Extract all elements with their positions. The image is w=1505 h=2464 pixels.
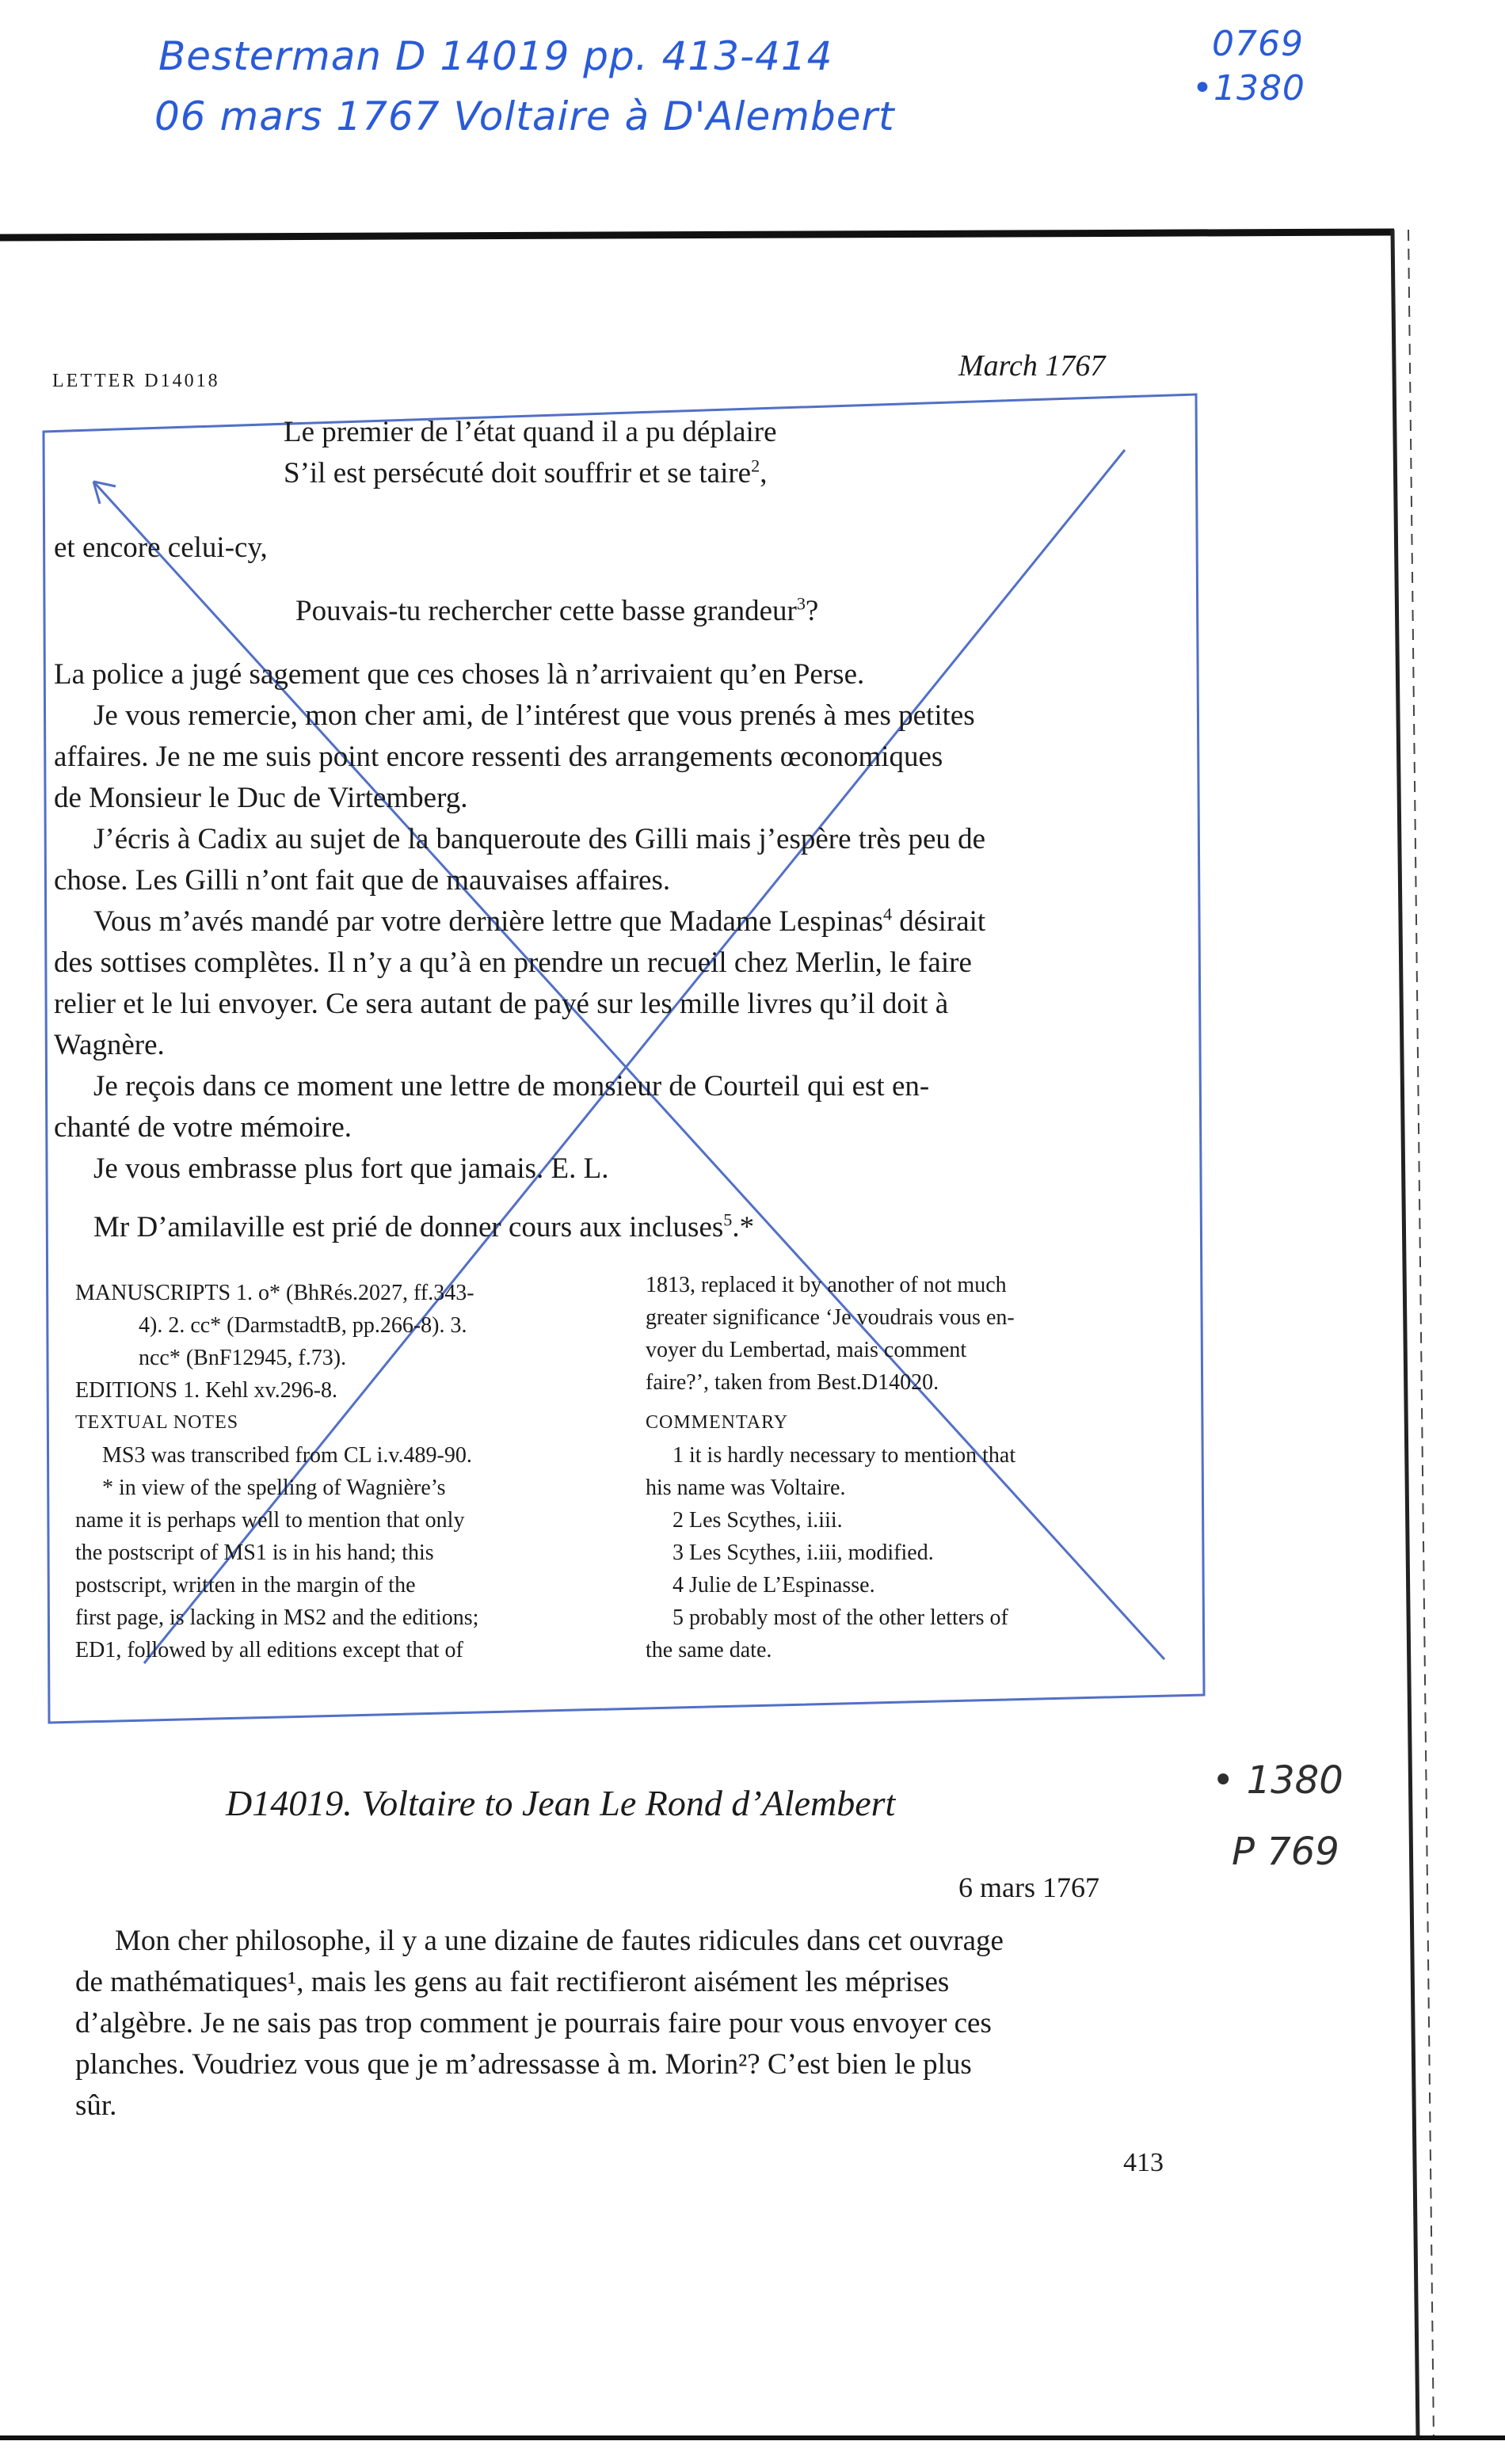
paragraph-line: d’algèbre. Je ne sais pas trop comment je pourrais faire pour vous envoyer ces	[75, 2007, 992, 2039]
note-line: first page, is lacking in MS2 and the editions;	[75, 1605, 479, 1630]
running-header-right: March 1767	[958, 349, 1106, 383]
paragraph-line: chose. Les Gilli n’ont fait que de mauvaises affaires.	[54, 864, 671, 897]
note-line: MS3 was transcribed from CL i.v.489-90.	[102, 1443, 472, 1468]
paragraph-line: des sottises complètes. Il n’y a qu’à en prendre un recueil chez Merlin, le faire	[54, 946, 972, 979]
postscript-line: Mr D’amilaville est prié de donner cours aux incluses$^5$.*	[93, 1209, 755, 1243]
note-line: MANUSCRIPTS 1. o* (BhRés.2027, ff.343-	[75, 1281, 474, 1305]
verse-line: S’il est persécuté doit souffrir et se taire$^2$,	[284, 455, 768, 489]
note-line: the postscript of MS1 is in his hand; this	[75, 1540, 434, 1565]
note-line: 3 Les Scythes, i.iii, modified.	[672, 1540, 934, 1565]
paragraph-line: sûr.	[75, 2089, 117, 2122]
paragraph-line: Je vous remercie, mon cher ami, de l’intérest que vous prenés à mes petites	[93, 699, 975, 732]
running-header-left: LETTER D14018	[52, 371, 220, 391]
note-line: * in view of the spelling of Wagnière’s	[102, 1476, 446, 1500]
note-line: 2 Les Scythes, i.iii.	[672, 1508, 843, 1533]
paragraph-line: Je vous embrasse plus fort que jamais. E. L.	[93, 1152, 609, 1185]
paragraph-line: Vous m’avés mandé par votre dernière lettre que Madame Lespinas$^4$ désirait	[93, 904, 986, 938]
paragraph-line: de Monsieur le Duc de Virtemberg.	[54, 782, 468, 814]
note-line: 5 probably most of the other letters of	[672, 1605, 1008, 1630]
note-line: ED1, followed by all editions except that of	[75, 1638, 463, 1662]
letter-d14019-title: D14019. Voltaire to Jean Le Rond d’Alembert	[226, 1783, 896, 1823]
paragraph-line: affaires. Je ne me suis point encore ressenti des arrangements œconomiques	[54, 741, 943, 773]
handwritten-date-line: 06 mars 1767 Voltaire à D'Alembert	[154, 93, 895, 139]
paragraph-line: La police a jugé sagement que ces choses là n’arrivaient qu’en Perse.	[54, 658, 865, 691]
note-heading: TEXTUAL NOTES	[75, 1412, 239, 1433]
letter-d14019-text	[75, 1921, 1200, 2127]
note-line: 1 it is hardly necessary to mention that	[672, 1443, 1016, 1468]
paragraph-line: planches. Voudriez vous que je m’adressasse à m. Morin²? C’est bien le plus	[75, 2048, 972, 2081]
note-line: faire?’, taken from Best.D14020.	[646, 1370, 939, 1395]
handwritten-code-1: 0769	[1212, 24, 1304, 64]
verse-line: Le premier de l’état quand il a pu déplaire	[284, 416, 777, 448]
paragraph-line: Mon cher philosophe, il y a une dizaine de fautes ridicules dans cet ouvrage	[115, 1925, 1004, 1957]
paragraph-line: J’écris à Cadix au sujet de la banqueroute des Gilli mais j’espère très peu de	[93, 823, 986, 855]
note-line: greater significance ‘Je voudrais vous en-	[646, 1305, 1015, 1330]
paragraph-line: relier et le lui envoyer. Ce sera autant de payé sur les mille livres qu’il doit à	[54, 988, 949, 1020]
letter-d14019-date: 6 mars 1767	[958, 1872, 1099, 1903]
handwritten-code-2: •1380	[1192, 68, 1305, 109]
paragraph-line: Wagnère.	[54, 1029, 165, 1061]
notes-left-column	[75, 1277, 614, 1666]
note-line: 4). 2. cc* (DarmstadtB, pp.266-8). 3.	[139, 1313, 467, 1338]
note-line: name it is perhaps well to mention that only	[75, 1508, 465, 1533]
note-line: postscript, written in the margin of the	[75, 1573, 416, 1598]
letter-d14018-text	[54, 412, 1179, 1248]
margin-code-2: P 769	[1232, 1830, 1339, 1874]
page-number: 413	[1123, 2148, 1164, 2177]
note-line: EDITIONS 1. Kehl xv.296-8.	[75, 1378, 338, 1403]
note-line: the same date.	[646, 1638, 772, 1662]
note-line: 4 Julie de L’Espinasse.	[672, 1573, 875, 1598]
handwritten-reference: Besterman D 14019 pp. 413-414	[158, 33, 833, 79]
margin-code-1: • 1380	[1212, 1758, 1343, 1803]
paragraph-line: de mathématiques¹, mais les gens au fait rectifieront aisément les méprises	[75, 1966, 950, 1998]
notes-right-column	[646, 1269, 1184, 1666]
note-heading: COMMENTARY	[646, 1412, 789, 1433]
note-line: ncc* (BnF12945, f.73).	[139, 1346, 347, 1370]
note-line: his name was Voltaire.	[646, 1476, 846, 1500]
paragraph-line: chanté de votre mémoire.	[54, 1111, 352, 1144]
paragraph-line: Je reçois dans ce moment une lettre de monsieur de Courteil qui est en-	[93, 1070, 930, 1103]
verse-line: Pouvais-tu rechercher cette basse grandeur$^3$?	[295, 593, 819, 627]
note-line: 1813, replaced it by another of not much	[646, 1273, 1007, 1297]
note-line: voyer du Lembertad, mais comment	[646, 1338, 967, 1362]
paragraph-line: et encore celui-cy,	[54, 531, 268, 564]
